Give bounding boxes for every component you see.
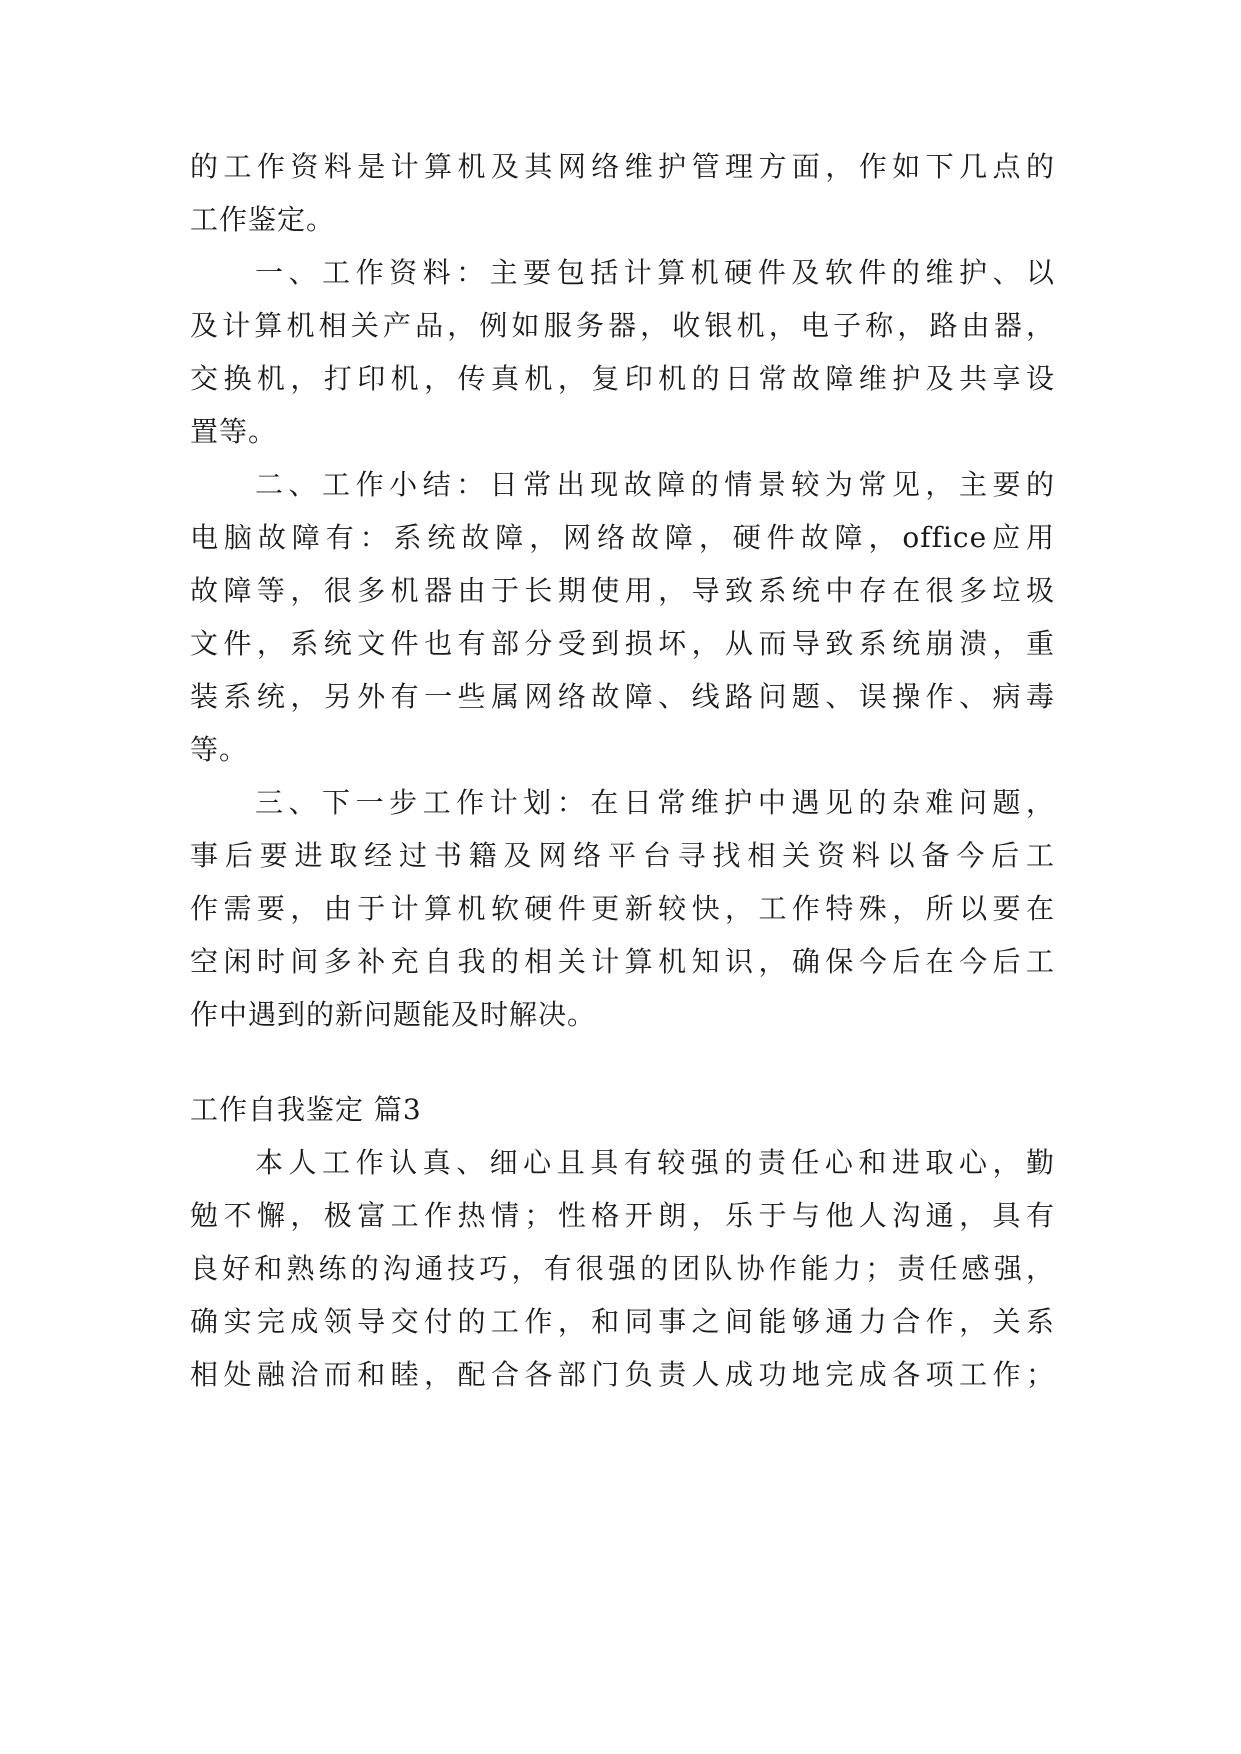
- para1-line-4: 置等。: [190, 415, 278, 448]
- intro-line-1: 的工作资料是计算机及其网络维护管理方面，作如下几点的: [190, 150, 1055, 183]
- para1-line-3: 交换机，打印机，传真机，复印机的日常故障维护及共享设: [190, 362, 1055, 395]
- para3-line-1: 三、下一步工作计划：在日常维护中遇见的杂难问题，: [255, 786, 1055, 819]
- para2-line-5: 装系统，另外有一些属网络故障、线路问题、误操作、病毒: [190, 680, 1055, 713]
- para3-line-3: 作需要，由于计算机软硬件更新较快，工作特殊，所以要在: [190, 892, 1055, 925]
- para2-line-4: 文件，系统文件也有部分受到损坏，从而导致系统崩溃，重: [190, 627, 1055, 660]
- section-heading: 工作自我鉴定 篇3: [190, 1093, 422, 1126]
- para3-line-5: 作中遇到的新问题能及时解决。: [190, 998, 597, 1031]
- para3-line-2: 事后要进取经过书籍及网络平台寻找相关资料以备今后工: [190, 839, 1055, 872]
- para1-line-2: 及计算机相关产品，例如服务器，收银机，电子称，路由器，: [190, 309, 1055, 342]
- intro-line-2: 工作鉴定。: [190, 203, 336, 236]
- para2-line-2: 电脑故障有：系统故障，网络故障，硬件故障，office应用: [190, 521, 1055, 554]
- para3-line-4: 空闲时间多补充自我的相关计算机知识，确保今后在今后工: [190, 945, 1055, 978]
- para2-line-3: 故障等，很多机器由于长期使用，导致系统中存在很多垃圾: [190, 574, 1055, 607]
- para2-line-1: 二、工作小结：日常出现故障的情景较为常见，主要的: [255, 468, 1055, 501]
- para4-line-2: 勉不懈，极富工作热情；性格开朗，乐于与他人沟通，具有: [190, 1199, 1055, 1232]
- para4-line-3: 良好和熟练的沟通技巧，有很强的团队协作能力；责任感强，: [190, 1252, 1055, 1285]
- para4-line-5: 相处融洽而和睦，配合各部门负责人成功地完成各项工作；: [190, 1358, 1055, 1391]
- para1-line-1: 一、工作资料：主要包括计算机硬件及软件的维护、以: [255, 256, 1055, 289]
- para2-line-6: 等。: [190, 733, 249, 766]
- para4-line-1: 本人工作认真、细心且具有较强的责任心和进取心，勤: [255, 1146, 1055, 1179]
- para4-line-4: 确实完成领导交付的工作，和同事之间能够通力合作，关系: [190, 1305, 1055, 1338]
